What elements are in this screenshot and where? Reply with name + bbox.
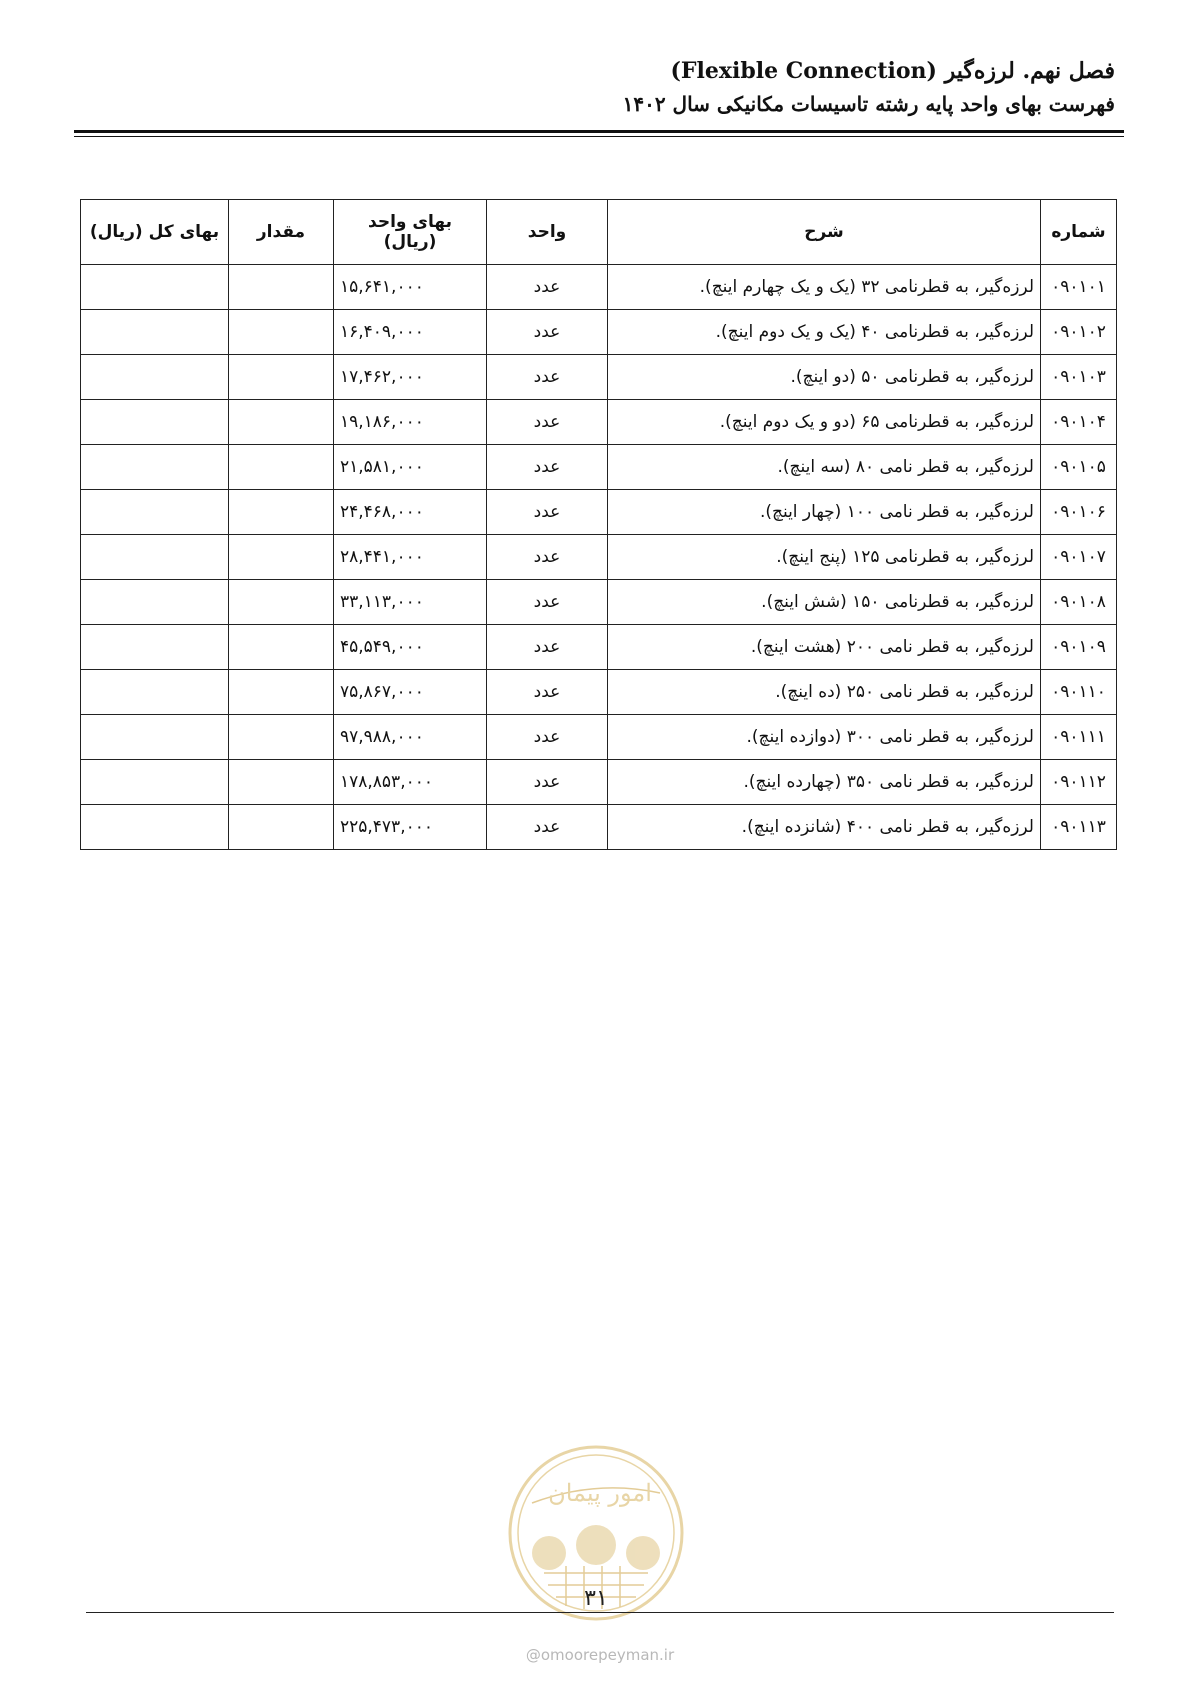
- row-description: لرزه‌گیر، به قطر نامی ۳۵۰ (چهارده اینچ).: [608, 760, 1041, 805]
- row-description: لرزه‌گیر، به قطر نامی ۴۰۰ (شانزده اینچ).: [608, 805, 1041, 850]
- row-description: لرزه‌گیر، به قطرنامی ۶۵ (دو و یک دوم اینچ).: [608, 400, 1041, 445]
- table-row: [81, 760, 1117, 805]
- row-description: لرزه‌گیر، به قطر نامی ۸۰ (سه اینچ).: [608, 445, 1041, 490]
- row-quantity: [229, 265, 334, 310]
- row-unit-price: ۳۳,۱۱۳,۰۰۰: [334, 580, 487, 625]
- row-number: ۰۹۰۱۰۹: [1041, 625, 1117, 670]
- row-description: لرزه‌گیر، به قطرنامی ۳۲ (یک و یک چهارم اینچ).: [608, 265, 1041, 310]
- row-unit: عدد: [487, 535, 608, 580]
- row-unit-price: ۱۹,۱۸۶,۰۰۰: [334, 400, 487, 445]
- row-unit: عدد: [487, 670, 608, 715]
- row-quantity: [229, 310, 334, 355]
- row-unit: عدد: [487, 760, 608, 805]
- row-unit: عدد: [487, 805, 608, 850]
- row-number: ۰۹۰۱۰۶: [1041, 490, 1117, 535]
- row-total-price: [81, 760, 229, 805]
- document-subtitle: فهرست بهای واحد پایه رشته تاسیسات مکانیکی سال ۱۴۰۲: [622, 92, 1115, 116]
- col-header-unit-price: بهای واحد (ریال): [334, 200, 487, 265]
- row-unit-price: ۱۶,۴۰۹,۰۰۰: [334, 310, 487, 355]
- chapter-title-fa: فصل نهم. لرزه‌گیر: [944, 58, 1115, 84]
- col-header-description: شرح: [608, 200, 1041, 265]
- row-number: ۰۹۰۱۱۳: [1041, 805, 1117, 850]
- row-number: ۰۹۰۱۰۸: [1041, 580, 1117, 625]
- row-total-price: [81, 445, 229, 490]
- table-row: [81, 265, 1117, 310]
- table-header-row: [81, 200, 1117, 265]
- row-unit: عدد: [487, 580, 608, 625]
- table-row: [81, 715, 1117, 760]
- row-description: لرزه‌گیر، به قطر نامی ۲۰۰ (هشت اینچ).: [608, 625, 1041, 670]
- price-table: [80, 199, 1117, 850]
- svg-text:امور پیمان: امور پیمان: [548, 1479, 652, 1507]
- col-header-number: شماره: [1041, 200, 1117, 265]
- footer-rule: [86, 1612, 1114, 1613]
- col-header-total-price: بهای کل (ریال): [81, 200, 229, 265]
- row-number: ۰۹۰۱۰۴: [1041, 400, 1117, 445]
- row-description: لرزه‌گیر، به قطرنامی ۴۰ (یک و یک دوم اینچ).: [608, 310, 1041, 355]
- row-unit-price: ۲۸,۴۴۱,۰۰۰: [334, 535, 487, 580]
- row-total-price: [81, 535, 229, 580]
- row-unit: عدد: [487, 445, 608, 490]
- table-body: [81, 265, 1117, 850]
- row-unit-price: ۲۱,۵۸۱,۰۰۰: [334, 445, 487, 490]
- chapter-title: [75, 55, 1115, 87]
- row-total-price: [81, 310, 229, 355]
- table-row: [81, 805, 1117, 850]
- row-total-price: [81, 490, 229, 535]
- row-total-price: [81, 265, 229, 310]
- row-quantity: [229, 715, 334, 760]
- row-description: لرزه‌گیر، به قطر نامی ۳۰۰ (دوازده اینچ).: [608, 715, 1041, 760]
- row-quantity: [229, 445, 334, 490]
- site-handle-watermark: @omoorepeyman.ir: [525, 1646, 675, 1664]
- row-description: لرزه‌گیر، به قطر نامی ۲۵۰ (ده اینچ).: [608, 670, 1041, 715]
- table-row: [81, 625, 1117, 670]
- row-quantity: [229, 625, 334, 670]
- row-unit-price: ۹۷,۹۸۸,۰۰۰: [334, 715, 487, 760]
- header-rule-thick: [74, 130, 1124, 133]
- row-number: ۰۹۰۱۰۱: [1041, 265, 1117, 310]
- row-quantity: [229, 490, 334, 535]
- row-unit-price: ۲۲۵,۴۷۳,۰۰۰: [334, 805, 487, 850]
- row-quantity: [229, 535, 334, 580]
- row-unit: عدد: [487, 715, 608, 760]
- row-number: ۰۹۰۱۰۷: [1041, 535, 1117, 580]
- header-rule-thin: [74, 136, 1124, 137]
- row-number: ۰۹۰۱۱۲: [1041, 760, 1117, 805]
- row-total-price: [81, 355, 229, 400]
- row-quantity: [229, 805, 334, 850]
- row-unit-price: ۱۷,۴۶۲,۰۰۰: [334, 355, 487, 400]
- row-quantity: [229, 355, 334, 400]
- row-number: ۰۹۰۱۰۳: [1041, 355, 1117, 400]
- row-quantity: [229, 580, 334, 625]
- row-quantity: [229, 670, 334, 715]
- row-total-price: [81, 715, 229, 760]
- row-total-price: [81, 580, 229, 625]
- row-number: ۰۹۰۱۱۰: [1041, 670, 1117, 715]
- row-description: لرزه‌گیر، به قطرنامی ۵۰ (دو اینچ).: [608, 355, 1041, 400]
- col-header-unit: واحد: [487, 200, 608, 265]
- row-unit: عدد: [487, 355, 608, 400]
- table-row: [81, 310, 1117, 355]
- table-row: [81, 445, 1117, 490]
- row-unit: عدد: [487, 265, 608, 310]
- row-number: ۰۹۰۱۰۵: [1041, 445, 1117, 490]
- table-row: [81, 355, 1117, 400]
- row-unit-price: ۲۴,۴۶۸,۰۰۰: [334, 490, 487, 535]
- row-unit-price: ۱۷۸,۸۵۳,۰۰۰: [334, 760, 487, 805]
- row-unit-price: ۴۵,۵۴۹,۰۰۰: [334, 625, 487, 670]
- table-row: [81, 670, 1117, 715]
- row-quantity: [229, 760, 334, 805]
- chapter-title-en: (Flexible Connection): [670, 58, 937, 84]
- row-total-price: [81, 805, 229, 850]
- row-unit: عدد: [487, 310, 608, 355]
- row-unit: عدد: [487, 490, 608, 535]
- row-description: لرزه‌گیر، به قطر نامی ۱۰۰ (چهار اینچ).: [608, 490, 1041, 535]
- table-row: [81, 580, 1117, 625]
- page-number: ۳۱: [584, 1586, 608, 1611]
- row-unit: عدد: [487, 400, 608, 445]
- table-row: [81, 400, 1117, 445]
- row-unit-price: ۱۵,۶۴۱,۰۰۰: [334, 265, 487, 310]
- row-number: ۰۹۰۱۰۲: [1041, 310, 1117, 355]
- row-unit-price: ۷۵,۸۶۷,۰۰۰: [334, 670, 487, 715]
- row-quantity: [229, 400, 334, 445]
- col-header-quantity: مقدار: [229, 200, 334, 265]
- row-description: لرزه‌گیر، به قطرنامی ۱۵۰ (شش اینچ).: [608, 580, 1041, 625]
- row-total-price: [81, 670, 229, 715]
- row-unit: عدد: [487, 625, 608, 670]
- page-header: [75, 55, 1115, 119]
- row-total-price: [81, 400, 229, 445]
- table-row: [81, 535, 1117, 580]
- row-number: ۰۹۰۱۱۱: [1041, 715, 1117, 760]
- table-row: [81, 490, 1117, 535]
- row-description: لرزه‌گیر، به قطرنامی ۱۲۵ (پنج اینچ).: [608, 535, 1041, 580]
- row-total-price: [81, 625, 229, 670]
